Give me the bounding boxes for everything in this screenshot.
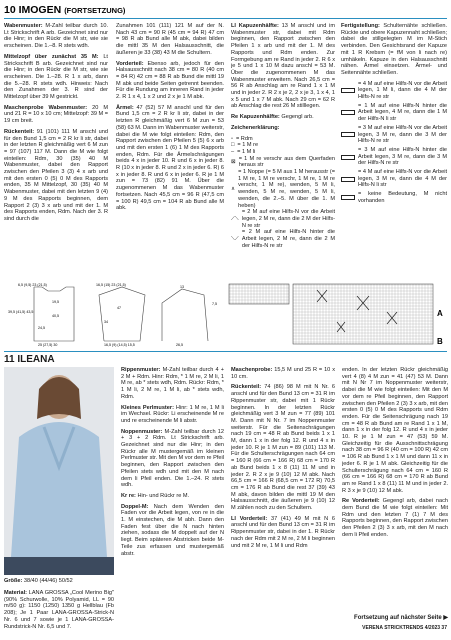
paragraph [121,367,224,401]
paragraph-heading: Re Vorderteil: [342,498,380,505]
legend-symbol-icon: ⟋⟍ [231,215,239,222]
paragraph [231,384,335,511]
text-column-3 [231,23,335,281]
paragraph-heading: Rückenteil: [231,384,262,391]
paragraph [342,498,448,538]
legend-text: = 2 M auf eine Hilfs-N hinter die Arbeit legen, 2 M re, dann die 2 M der Hilfs-N re str [241,229,335,249]
legend-item [341,125,447,145]
dim-left: 39,5 (41,5) 43,5 [8,310,34,314]
dim-hood-bottom: 26,5 [176,343,183,347]
chart-b-grid [293,284,433,344]
paragraph-heading: Noppenmuster: [121,428,163,435]
paragraph [121,504,224,558]
legend-text: = 1 M re [237,142,259,149]
paragraph-body: 15,5 M und 25 R = 10 x 10 cm. [231,367,335,380]
paragraph-body: enden. In der letzten Rückr gleichmäßig vert 4 (8) 4 M zun = 41 (47) 53 M. Dann mit N Nr 7 im Noppenmuster weiterstr, dabei die M wie folgt einteilen: Mit den M vor dem re Pfeil beginnen, den Rapport zwischen den Pfeilen 2 (3) 3 x arb, mit den ersten 0 (5) 0 M des Rapports und Rdm enden. Für die Seitenschrägung nach 19 cm = 48 R ab Bund am re Rand 1 x 1 M, dann 1 x in der folg 12. R und 4 x in jeder 10. R je 1 M zun = 47 (53) 59 M. Gleichzeitig für die Ausschnittschrägung nach 38 cm = 96 R (40 cm = 100 R) 42 cm = 106 R ab Bund 1 x 1 M und dann 11 x in jeder 6. R je 1 M abk. Gleichzeitig für die Schulterschrägung nach 64 cm = 160 R (66 cm = 166 R) 68 cm = 170 R ab Bund am re Rand 1 x 8 (11) 11 M und in jeder 2. R 3 x je 9 (10) 12 M abk. [342,367,448,494]
legend-item [231,156,335,169]
paragraph-body: Ebenso arb, jedoch für den Halsausschnitt nach 38 cm = 80 R (40 cm = 84 R) 42 cm = 88 R ab Bund die mittl 19 M abk und beide Seiten getrennt beenden. Für die Rundung am inneren Rand in jeder 2. R 1 x 4, 1 x 2 und 2 x je 1 M abk. [116,60,224,101]
ileana-column-3 [231,367,335,625]
paragraph [4,105,108,125]
legend-item [231,229,335,249]
paragraph-heading: Rippenmuster: [121,367,161,373]
dim-height: 24,5 [38,326,45,330]
dim-sleeve: 47 [117,306,121,310]
text-column-1 [4,23,108,281]
dim-sleeve-bottom: 16,5 (9) (14,5) 15,5 [104,343,135,347]
legend-symbol-icon: ∧ [231,185,236,192]
paragraph-body: Hinr: 1 M re, 1 M li im Wechsel. Rückr: Li erscheinende M re und re erscheinende M li abstr. [121,404,224,424]
paragraph [116,61,224,101]
paragraph-heading: Ärmel: [116,104,134,111]
paragraph-body: Hin- und Rückr re M. [135,492,190,499]
paragraph-body: Schulternähte schließen. Rückte und obere Kapuzennaht schließen; dabei die stillgelegten M im M-Stich verbinden. Den Gesichtsrand der Kapuze mit 1 R Krebsm (= fM von li nach re) umhäkeln. Kapuze in den Halsausschnitt nähen. Ärmel einsetzen. Ärmel- und Seitennähte schließen. [341,23,447,76]
paragraph-heading: Größe: [4,578,23,584]
paragraph-body: 13 M anschl und im Wabenmuster str, dabei mit Rdm beginnen, den Rapport zwischen den Pfeilen 1 x arb und mit der 1. M des Rapports und Rdm enden. Zur Formgebung am re Rand in jeder 2. R 6 x je 5 und 1 x 10 M dazu anschl = 53 M. Über die zugenommenen M das Wabenmuster erweitern. Nach 26,5 cm = 56 R ab Anschlag am re Rand 1 x 1 M und in jeder 2. R 2 x je 2, 2 x je 3, 1 x 4, 1 x 5 und 1 x 7 M abk. Nach 29 cm = 62 R ab Anschlag die rest 26 M stilllegen. [231,23,335,110]
legend-item [231,142,335,149]
legend-symbol-icon: ⊠ [231,159,236,165]
legend-item [341,147,447,167]
paragraph [4,54,108,101]
sleeve-outline [99,287,145,341]
paragraph [121,429,224,489]
paragraph-body: M-Zahl teilbar durch 4 + 2 M + Rdm. Hinr: Rdm, * 1 M re, 2 M li, 1 M re, ab * stets wdh, Rdm. Rückr: Rdm, * 1 M li, 2 M re, 1 M li, ab * stets wdh, Rdm. [121,367,224,400]
paragraph-heading: Zeichenerklärung: [231,124,280,131]
chart-a-label: A [437,309,443,318]
paragraph [341,23,447,77]
dim-body-1: 19,5 [52,300,59,304]
paragraph-body: 91 (101) 111 M anschl und für den Bund 1,5 cm = 2 R kr li str, dabei in der letzten R gleichmäßig vert 6 M zun = 97 (107) 117 M. Dann die M wie folgt einteilen: Rdm, 30 (35) 40 M Wabenmuster, dabei den Rapport zwischen den Pfeilen 3 (3) 4 x arb und mit den ersten 0 (5) 0 M des Rapports enden, 35 M Mittelzopf, 30 (35) 40 M Wabenmuster, dabei mit den letzten 9 (4) 9 M des Rapports beginnen, dem Rapport 2 (3) 3 x arb und mit der 1. M des Rapports enden, Rdm. Nach der 3. R sind durch die [4,128,108,222]
paragraph-body: 37 (41) 49 M mit N 6 anschl und für den Bund 13 cm = 31 R im Rippenmuster str, dabei in der 1. R Rückr nach der Rdm mit 2 M re, 2 M li beginnen und mit 2 M re, 1 M li und Rdm [231,515,335,549]
legend-text: = 2 M auf eine Hilfs-N vor die Arbeit legen, 2 M re, dann die 2 M der Hilfs-N re str [241,209,335,229]
section-title-ileana: 11 ILEANA [4,354,55,365]
paragraph-body: Zunahmen 101 (111) 121 M auf der N. Nach 43 cm = 90 R (45 cm = 94 R) 47 cm = 98 R ab Bund alle M abk, dabei bilden die mittl 35 M den Halsausschnitt, die äußeren je 33 (38) 43 M die Schultern. [116,23,224,56]
legend-text: = Rdm [235,135,253,142]
knitting-charts [227,282,447,347]
paragraph-heading: Maschenprobe: [231,367,273,373]
chart-a-grid [229,284,289,304]
cable-symbol-icon [341,88,355,93]
cable-symbol-icon [341,195,355,200]
paragraph-body: M-Zahl teilbar durch 12 + 3 + 2 Rdm. Lt Strickschrift arb. Gezeichnet sind nur die Hinr; in den Rückr alle M mustergemäß im kleinen Perlmuster str. Mit den M vor dem re Pfeil beginnen, den Rapport zwischen den Pfeilen stets wdh und mit den M nach dem li Pfeil enden. Die 1.–24. R stets wdh. [121,428,224,489]
paragraph [231,114,335,121]
dim-top: 6,5 (9,5) 23 (21,5) [18,283,47,287]
paragraph-heading: Wabenmuster: [4,23,43,29]
paragraph-heading: Fertigstellung: [341,23,380,29]
legend-item [341,169,447,189]
continued-note: Fortsetzung auf nächster Seite ▶ [354,615,448,621]
paragraph [342,367,448,494]
paragraph [231,125,335,132]
dim-hood-side: 7,5 [212,302,217,306]
dim-sleeve-height: 34 [104,320,108,324]
page-footer: VERENA STRICKTRENDS 4/2023 37 [362,625,447,631]
paragraph [4,129,108,223]
paragraph-body: Lt Strickschrift B arb. Gezeichnet sind nur die Hinr; in den Rückr die M str, wie sie erscheinen. Die 1.–28. R 1 x arb, dann die 5.–28. R stets wdh. Hinweis: Nach den Zunahmen der 3. R sind der Mittelzopf über 39 M gestrickt. [4,53,108,101]
paragraph [231,23,335,110]
cable-symbol-icon [341,177,355,182]
legend-text: = 1 M auf eine Hilfs-N hinter die Arbeit legen, 4 M re, dann die 1 M der Hilfs-N li str [358,102,447,123]
paragraph-body: Nach dem Wenden den Faden vor die Arbeit legen, von re in die 1. M einstechen, die M abh. Dann den Faden fest über die N nach hinten ziehen, sodass die M doppelt auf der N liegt. Beim späteren Abstricken beide M-Teile zus erfassen und mustergemäß abstr. [121,503,224,557]
paragraph [231,516,335,550]
legend-item [231,209,335,229]
legend-symbol-icon: ▫ [231,135,233,142]
ileana-column-2 [121,367,224,625]
legend-text: = 3 M auf eine Hilfs-N vor die Arbeit legen, 3 M re, dann die 3 M der Hilfs-N re str [358,124,447,145]
section-header-imogen [4,4,447,19]
paragraph-heading: Material: [4,590,28,596]
model-photo [4,367,114,575]
dim-top-2: 16,5 (15) 23 (21,5) [96,283,126,287]
dim-hood-top: 13 [180,285,184,289]
legend-symbol-icon: ⟍⟋ [231,236,239,243]
ileana-column-4 [342,367,448,612]
legend-text: = 4 M auf eine Hilfs-N vor die Arbeit legen, 3 M re, dann die 4 M der Hilfs-N li str [358,169,447,189]
paragraph-body: 38/40 (44/46) 50/52 [22,578,73,584]
hood-outline [162,289,208,341]
legend-text: = keine Bedeutung, M nicht vorhanden [358,191,447,204]
chart-b-label: B [437,337,443,346]
legend-item [231,169,335,209]
text-column-4 [341,23,447,281]
legend-symbol-icon: – [231,148,235,155]
legend-item [341,81,447,101]
paragraph [116,23,224,57]
paragraph-heading: Maschenprobe Wabenmuster: [4,104,88,111]
dim-bottom: 25 (27,5) 30 [38,343,58,347]
paragraph [116,105,224,212]
paragraph-body: Gegengl arb, dabei nach dem Bund die M wie folgt einteilen: Mit Rdm und den letzten 7 (1) 7 M des Rapports beginnen, den Rapport zwischen den Pfeilen 2 (3) 3 x arb, mit den M nach dem li Pfeil enden. [342,498,448,538]
legend-item [231,136,335,143]
legend-text: = 3 M auf eine Hilfs-N hinter die Arbeit legen, 3 M re, dann die 3 M der Hilfs-N re str [358,146,447,167]
paragraph-heading: Kleines Perlmuster: [121,404,174,411]
size-text [4,578,114,586]
paragraph-body: 20 M und 21 R = 10 x 10 cm; Mittelzopf: 39 M = 19 cm breit. [4,104,108,125]
legend-symbol-icon: □ [231,142,235,149]
paragraph-heading: Vorderteil: [116,60,144,67]
paragraph-body: LANA GROSSA „Cool Merino Big" (90% Schurwolle, 10% Polyamid, LL = 90 m/50 g): 1150 (1250) 1350 g Hellblau (Fb 208); Je 1 Paar LANA-GROSSA-Strick-N Nr. 6 und 7 sowie je 1 LANA-GROSSA-Rundstrick-N Nr. 6,5 und 7. [4,590,114,630]
paragraph-heading: Doppel-M: [121,503,149,510]
paragraph-heading: Rückenteil: [4,128,35,135]
cable-symbol-icon [341,132,355,137]
legend-item [341,191,447,204]
legend-text: = 1 M re verschr aus dem Querfaden heraus str [238,155,335,169]
paragraph-heading: Ll Vorderteil: [231,515,268,522]
text-column-2 [116,23,224,281]
legend-text: = 1 Noppe (= 5 M aus 1 M herausstr (= 1 M re, 1 M re verschr, 1 M re, 1 M re verschr, 1 M re), wenden, 5 M li, wenden, 5 M re, wenden, 5 M li, wenden, die 2.–5. M über die 1. M heben) [238,169,335,209]
legend-text: = 1 M li [237,148,256,155]
paragraph [121,405,224,425]
paragraph-heading: Kr re: [121,492,136,499]
paragraph [4,23,108,50]
paragraph-body: 74 (86) 98 M mit N Nr. 6 anschl und für den Bund 13 cm = 31 R im Rippenmuster str, dabei mit 1 Rückr beginnen. In der letzten Rückr gleichmäßig vert 3 M zun = 77 (89) 101 M. Dann mit N Nr. 7 im Noppenmuster weiterstr. Für die Seitenschrägungen nach 19 cm = 48 R ab Bund beids 1 x 1 M, dann 1 x in der folg 12. R und 4 x in jeder 10. R je 1 M zun = 89 (101) 113 M. Für die Schulterschrägungen nach 64 cm = 160 R (66 cm = 166 R) 68 cm = 170 R ab Bund beids 1 x 8 (11) 11 M und in jeder 2. R 2 x je 9 (10) 12 M abk. Nach 66,5 cm = 166 R (68,5 cm = 172 R) 70,5 cm = 176 R ab Bund die rest 37 (39) 43 M abk, davon bilden die mittl 19 M den Halsausschnitt, die äußeren je 9 (10) 12 M zählen noch zu den Schultern. [231,384,335,512]
garment-schematic [4,283,224,347]
cable-symbol-icon [341,110,355,115]
legend-text: = 4 M auf eine Hilfs-N vor die Arbeit legen, 1 M li, dann die 4 M der Hilfs-N re str [358,80,447,101]
paragraph-heading: Mittelzopf über zunächst 35 M: [4,53,99,60]
paragraph-body: M-Zahl teilbar durch 10. Lt Strickschrift A arb. Gezeichnet sind nur die Hinr; in den Rückr die M str, wie sie erscheinen. Die 1.–8. R stets wdh. [4,23,108,50]
paragraph-heading: Re Kapuzenhälfte: [231,114,280,121]
section-subtitle: (FORTSETZUNG) [64,6,126,15]
legend-item [341,103,447,123]
cable-symbol-icon [341,155,355,160]
legend-item [231,149,335,156]
paragraph-body: Gegengl arb. [279,114,314,121]
section-number: 10 IMOGEN [4,4,62,16]
paragraph [4,578,114,585]
paragraph [121,493,224,500]
section-header-ileana [4,351,447,365]
dim-body-4: 40,5 [52,314,59,318]
paragraph [4,590,114,630]
paragraph [231,367,335,380]
paragraph-body: 47 (52) 57 M anschl und für den Bund 1,5 cm = 2 R kr li str, dabei in der letzten R gleichmäßig vert 6 M zun = 53 (58) 63 M. Dann im Wabenmuster weiterstr, dabei die M wie folgt einteilen: Rdm, den Rapport zwischen den Pfeilen 5 (5) 6 x arb und mit den ersten 1 (6) 1 M des Rapports enden, Rdm. Für die Ärmelschrägungen beids 4 x in jeder 10. R und 6 x in jeder 8. R (10 x in jeder 8. R und 2 x in jeder 6. R) 6 x in jeder 8. R und 6 x in jeder 6. R je 1 M zun = 73 (82) 91 M. Über die zugenommenen M das Wabenmuster fortsetzen. Nach 45,5 cm = 96 R (47,5 cm = 100 R) 49,5 cm = 104 R ab Bund alle M abk. [116,104,224,212]
paragraph-heading: Ll Kapuzenhälfte: [231,23,279,29]
material-text [4,590,114,640]
